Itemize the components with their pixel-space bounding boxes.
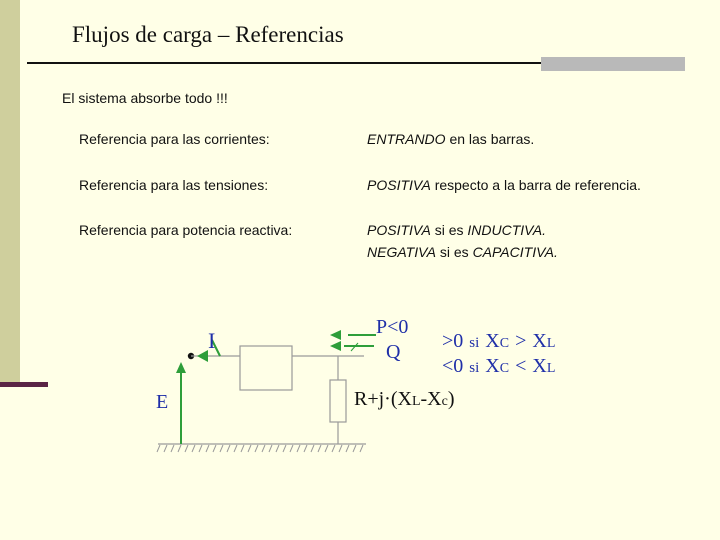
sidebar-strip: [0, 0, 20, 386]
cond-gt-zero: >0: [442, 330, 464, 352]
cond-si-1: si: [469, 335, 480, 351]
load-resistor: [330, 380, 346, 422]
q-label: Q: [386, 341, 401, 363]
voltage-arrowhead: [176, 362, 186, 373]
ref-reactive-si-1: si es: [430, 222, 468, 238]
cond-xl-sub-1: L: [546, 336, 556, 351]
ref-voltages-rest: respecto a la barra de referencia.: [430, 177, 641, 193]
current-arrowhead: [197, 350, 208, 362]
cond-lt: <: [515, 355, 527, 377]
cond-gt: >: [515, 330, 527, 352]
ref-currents-value: [367, 128, 534, 150]
ref-reactive-positiva: POSITIVA: [367, 222, 431, 238]
line-element-box: [240, 346, 292, 390]
condition-negative: [442, 355, 555, 377]
cond-xc-1: X: [485, 330, 500, 352]
impedance-dash: -X: [420, 388, 442, 410]
ref-currents-em: ENTRANDO: [367, 131, 446, 147]
ref-reactive-capacitiva: CAPACITIVA.: [472, 244, 558, 260]
ref-currents-rest: en las barras.: [445, 131, 535, 147]
cond-xc-sub-1: C: [499, 336, 510, 351]
ref-voltages-label: Referencia para las tensiones:: [79, 177, 269, 193]
ref-reactive-label: Referencia para potencia reactiva:: [79, 222, 293, 238]
impedance-prefix: R+j·(X: [354, 388, 412, 410]
p-arrowhead: [330, 330, 341, 340]
cond-lt-zero: <0: [442, 355, 464, 377]
page-title: Flujos de carga – Referencias: [72, 22, 344, 47]
ref-reactive-line2: [367, 241, 558, 263]
cond-xl-1: X: [532, 330, 547, 352]
ref-voltages-em: POSITIVA: [367, 177, 431, 193]
ref-reactive-negativa: NEGATIVA: [367, 244, 436, 260]
q-arrowhead: [330, 341, 341, 351]
title-rule-accent: [541, 57, 685, 71]
impedance-formula: [354, 388, 455, 410]
ref-voltages-value: [367, 174, 641, 196]
sidebar-accent-bar: [0, 382, 48, 387]
condition-positive: [442, 330, 555, 352]
impedance-xc-sub: c: [441, 394, 448, 409]
ref-reactive-inductiva: INDUCTIVA.: [467, 222, 546, 238]
voltage-label: E: [156, 391, 169, 413]
ref-reactive-si-2: si es: [435, 244, 473, 260]
ref-reactive-line1: [367, 219, 558, 241]
ref-currents-label: Referencia para las corrientes:: [79, 131, 270, 147]
impedance-xl-sub: L: [411, 394, 421, 409]
intro-text: El sistema absorbe todo !!!: [62, 90, 228, 106]
cond-xc-sub-2: C: [499, 361, 510, 376]
impedance-close: ): [447, 388, 455, 410]
cond-si-2: si: [469, 360, 480, 376]
cond-xl-2: X: [532, 355, 547, 377]
current-label: I: [208, 328, 216, 353]
p-label: P<0: [376, 316, 409, 338]
ref-reactive-value: [367, 219, 558, 263]
power-flow-diagram: [150, 310, 590, 460]
ground-hatching: [157, 445, 363, 452]
cond-xl-sub-2: L: [546, 361, 556, 376]
cond-xc-2: X: [485, 355, 500, 377]
